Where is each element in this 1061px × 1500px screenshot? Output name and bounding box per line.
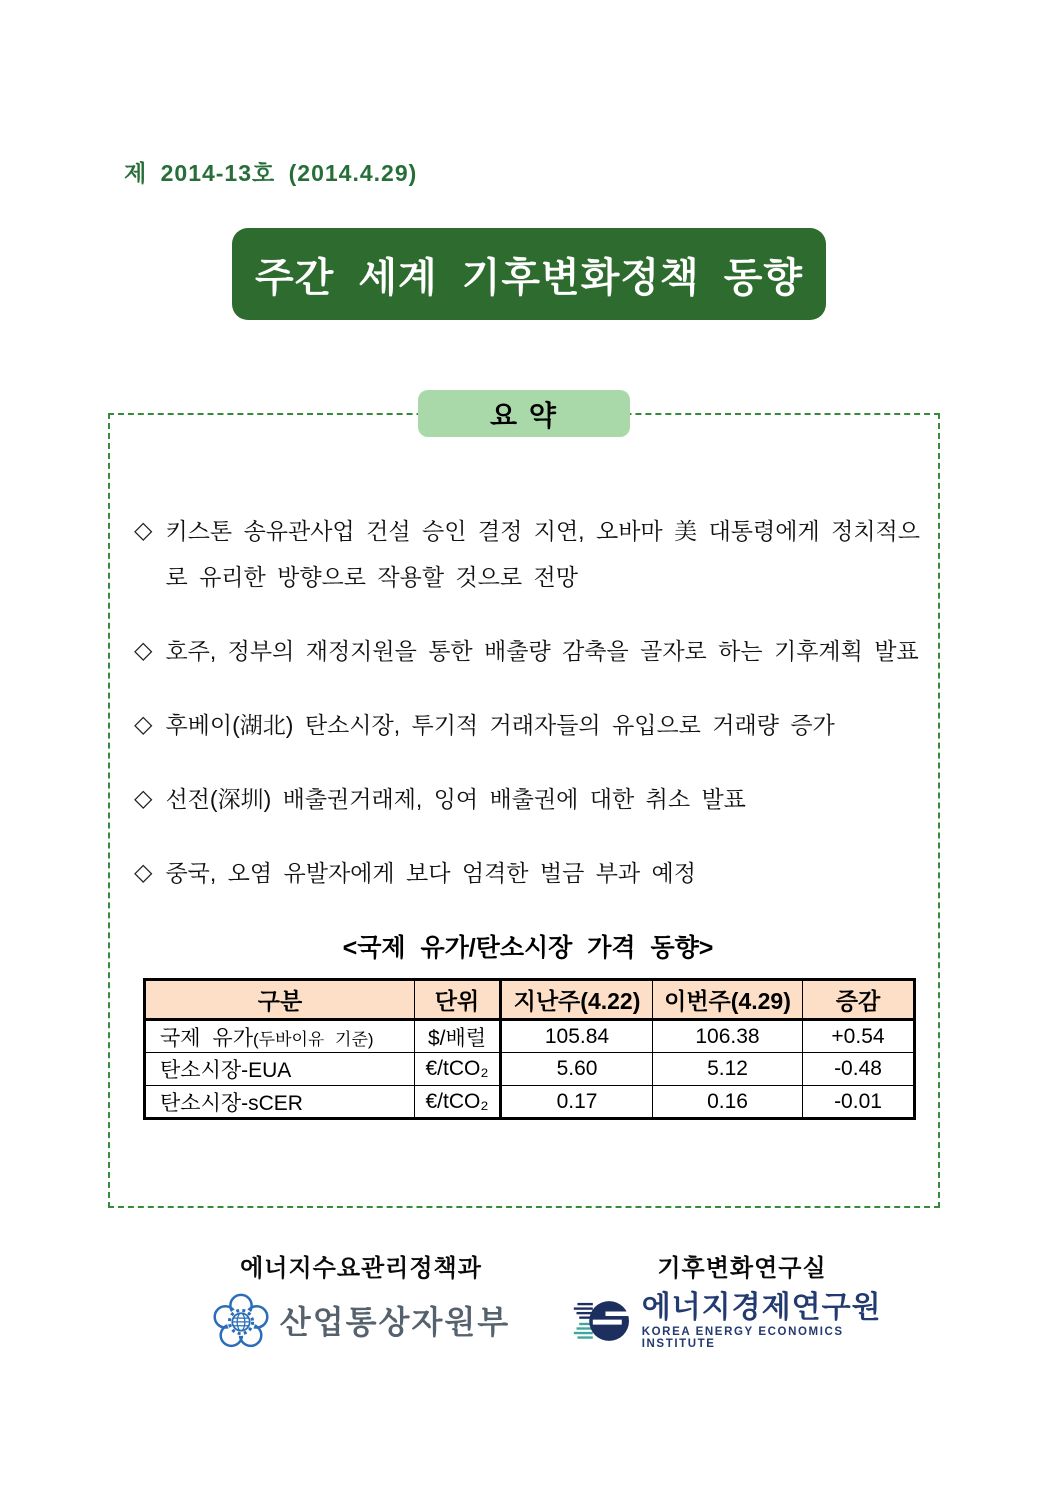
row-last-week: 105.84 [501, 1020, 653, 1053]
row-name-note: (두바이유 기준) [252, 1029, 374, 1049]
report-title: 주간 세계 기후변화정책 동향 [254, 255, 804, 300]
header-unit: 단위 [415, 980, 501, 1020]
diamond-bullet-icon: ◇ [134, 637, 153, 664]
row-name-cell [145, 1053, 415, 1086]
list-item [134, 850, 920, 896]
row-name: 국제 유가 [160, 1026, 253, 1050]
diamond-bullet-icon: ◇ [134, 517, 153, 544]
row-name-cell [145, 1020, 415, 1053]
left-department-name: 에너지수요관리정책과 [240, 1255, 482, 1282]
bullet-text: 중국, 오염 유발자에게 보다 엄격한 벌금 부과 예정 [165, 860, 696, 886]
summary-label: 요 약 [418, 390, 630, 437]
row-name: 탄소시장-sCER [160, 1091, 303, 1115]
list-item [134, 508, 920, 600]
row-name-cell [145, 1086, 415, 1119]
right-org-name-english: KOREA ENERGY ECONOMICS INSTITUTE [641, 1326, 844, 1350]
price-table [143, 978, 916, 1120]
list-item [134, 776, 920, 822]
diamond-bullet-icon: ◇ [134, 859, 153, 886]
table-row [145, 1020, 915, 1053]
row-last-week: 5.60 [501, 1053, 653, 1086]
footer-right-org [572, 1248, 912, 1350]
table-row [145, 1086, 915, 1119]
table-header-row [145, 980, 915, 1020]
diamond-bullet-icon: ◇ [134, 785, 153, 812]
header-change: 증감 [803, 980, 915, 1020]
row-unit: €/tCO₂ [415, 1086, 501, 1119]
row-unit: $/배럴 [415, 1020, 501, 1053]
right-org-name: 에너지경제연구원 [641, 1291, 882, 1324]
keei-logo-icon [572, 1294, 632, 1348]
government-emblem-icon [212, 1291, 270, 1349]
header-category: 구분 [145, 980, 415, 1020]
diamond-bullet-icon: ◇ [134, 711, 153, 738]
bullet-text: 호주, 정부의 재정지원을 통한 배출량 감축을 골자로 하는 기후계획 발표 [165, 638, 919, 664]
left-org-name: 산업통상자원부 [279, 1304, 511, 1340]
issue-number: 제 2014-13호 (2014.4.29) [124, 160, 418, 186]
bullet-text: 키스톤 송유관사업 건설 승인 결정 지연, 오바마 美 대통령에게 정치적으로 유리한 방향으로 작용할 것으로 전망 [165, 518, 920, 590]
bullet-text: 후베이(湖北) 탄소시장, 투기적 거래자들의 유입으로 거래량 증가 [165, 712, 835, 738]
row-change: +0.54 [803, 1020, 915, 1053]
row-unit: €/tCO₂ [415, 1053, 501, 1086]
summary-bullet-list [134, 508, 920, 924]
report-title-banner [232, 228, 826, 320]
row-this-week: 5.12 [653, 1053, 803, 1086]
row-this-week: 106.38 [653, 1020, 803, 1053]
footer-left-org [196, 1248, 526, 1349]
row-this-week: 0.16 [653, 1086, 803, 1119]
bullet-text: 선전(深圳) 배출권거래제, 잉여 배출권에 대한 취소 발표 [165, 786, 746, 812]
row-change: -0.01 [803, 1086, 915, 1119]
list-item [134, 702, 920, 748]
header-last-week: 지난주(4.22) [501, 980, 653, 1020]
row-change: -0.48 [803, 1053, 915, 1086]
table-row [145, 1053, 915, 1086]
right-department-name: 기후변화연구실 [657, 1255, 827, 1282]
row-name: 탄소시장-EUA [160, 1059, 292, 1082]
list-item [134, 628, 920, 674]
price-table-title: <국제 유가/탄소시장 가격 동향> [342, 934, 714, 962]
row-last-week: 0.17 [501, 1086, 653, 1119]
header-this-week: 이번주(4.29) [653, 980, 803, 1020]
